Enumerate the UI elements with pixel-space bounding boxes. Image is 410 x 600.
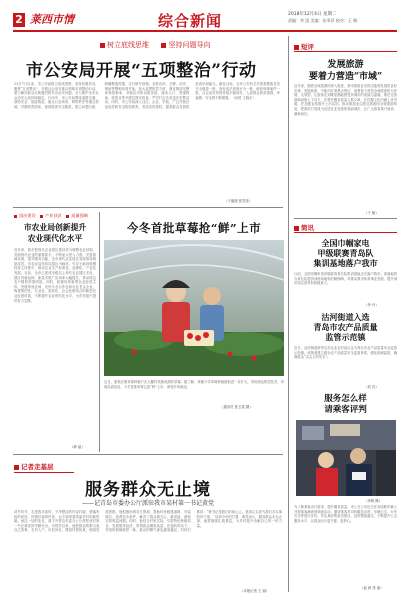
section-rule	[14, 472, 74, 473]
brief-item1-byline: （李 丹）	[364, 303, 379, 307]
news-brief-label	[294, 223, 314, 232]
strawberry-photo	[104, 240, 284, 376]
agri-tag-3: 质量强制	[71, 213, 88, 218]
divider	[13, 454, 283, 455]
section-marker-icon	[14, 465, 19, 470]
lead-body: 11月7日以来，市公安局树立底线思维，坚持问题导向，聚焦“五项整治”，开展社会治安重点领域专项整治行动，着力解决群众反映强烈的突出治安问题，全力维护全市社会治安大局持续稳定。行动中，市公安局围绕道路交通、消防安全、危险物品、重点行业场所、网络秩序等重点领域，对照职责清单，逐项排查安全隐患，建立问题台账，明确整改时限，实行销号管理。各派出所、交警、治安、刑侦等警种协同作战，加大巡逻防控力度，强化街面见警率和管事率，对辖区内的出租房屋、流动人口、寄递物流、旅馆业等开展拉网式检查，严厉打击各类违法犯罪活动。同时，市公安局深入社区、企业、学校，广泛开展法治宣传和安全防范教育，发放宣传资料，提高群众自我防范意识和能力。截至目前，全市公安机关共排查整改各类安全隐患一批，查处违法违规行为一批，破获刑事案件一批，社会治安形势持续平稳向好，人民群众的获得感、幸福感、安全感不断增强。（孙悦 王晓东）	[14, 82, 280, 109]
brief-section-label	[294, 42, 314, 51]
service-headline-line1: 服务怎么样	[324, 394, 367, 404]
page-number-badge: 2	[13, 13, 25, 27]
column-divider	[99, 212, 100, 452]
agri-tags	[14, 213, 88, 219]
section-marker-icon	[294, 45, 299, 50]
reporter-body: 初冬时节，走进我市某村，干净整洁的村容村貌、错落有致的民居、热情好客的村民，无不展现着美丽乡村的新风貌。而这一切的变化，离不开青岛市委办公厅派驻该村第一书记黄党的辛勤付出。自驻村以来，他把群众的事当成自己的事，走村入户、访贫问苦，摸清村情民意，理清发展思路。他积极协调各方资源，帮助村里修建道路、安装路灯、改善饮水条件，解决了群众最关心、最直接、最现实的利益问题。同时，他结合村里实际，引进特色种植项目，发展集体经济，带领群众增收致富。在他的带动下，村里的面貌焕然一新，群众的精气神也越来越足。村民们都说：“黄书记是我们的贴心人，是真心实意为我们办实事的好干部。”谈到今后的打算，黄党表示，服务群众永无止境，他将继续扎根基层，为乡村振兴贡献自己的一份力量。	[14, 510, 282, 533]
tag-bullet-icon	[14, 215, 17, 218]
section-rule	[294, 51, 397, 52]
lead-byline: （于丽丽 张雪莹）	[224, 199, 253, 203]
column-divider	[288, 36, 289, 592]
agri-byline: （韩 晶）	[70, 445, 85, 449]
page-title: 综合新闻	[158, 12, 223, 30]
tag-bullet-icon	[161, 43, 166, 48]
reporter-label-text: 记者走基层	[21, 463, 54, 471]
brief-item1-line1: 全国巾帼家电	[321, 238, 370, 248]
brief-item2-line1: 沽河街道入选	[321, 312, 370, 322]
brief-headline-2: 要着力营造“市域”	[308, 72, 383, 82]
section-brand: 莱西市情	[30, 13, 74, 26]
tag-bullet-icon	[100, 43, 105, 48]
service-photo-credit: （李明 摄）	[364, 499, 383, 503]
divider	[294, 218, 397, 219]
section-rule	[294, 232, 397, 233]
brief-item2-line3: 监管示范镇	[325, 332, 366, 342]
reporter-section-label	[14, 462, 54, 471]
reporter-headline: 服务群众无止境	[85, 480, 211, 500]
brief-item2-line2: 青岛市农产品质量	[313, 322, 378, 332]
tag-bullet-icon	[40, 215, 43, 218]
reporter-byline: （本报记者 王 丽）	[240, 589, 270, 593]
header-rule	[13, 30, 397, 32]
brief-item1-line2: 甲级联赛青岛队	[317, 248, 374, 258]
reporter-subheadline: ——记青岛市委办公厅派驻我市某村第一书记黄党	[81, 500, 214, 507]
agri-tag-1: 国庆建设	[19, 213, 36, 218]
agri-body: 近年来，我市把现代农业园区建设作为调整农业结构、发展现代农业的重要抓手，不断加大投入力度，完善基础设施，提升服务功能，全市现代农业园区发展取得明显成效。市农业局坚持以园区为载体，引导土地向规模经营主体集中，推动农业生产标准化、品牌化、产业化发展。目前，全市已建成市级以上现代农业园区多处，园区内新品种、新技术推广应用率大幅提升，带动周边农户增收效果明显。同时，积极培育新型农业经营主体，发展家庭农场、农民专业合作社和农业龙头企业，构建集约化、专业化、组织化、社会化相结合的新型农业经营体系，不断提升农业现代化水平，为乡村振兴提供有力支撑。	[14, 248, 96, 303]
lead-tag-1: 树立底线思维	[107, 41, 149, 49]
section-marker-icon	[294, 226, 299, 231]
lead-tag-2: 坚持问题导向	[168, 41, 211, 49]
bus-service-photo	[296, 420, 396, 496]
brief-item1-body: 日前，全国巾帼家电甲级联赛青岛队集训基地正式落户我市。该基地将为青岛队提供训练场地和后勤保障，对推动我市体育事业发展、提升城市知名度具有积极意义。	[294, 272, 397, 286]
brief-item2-byline: （刘 洋）	[364, 385, 379, 389]
brief-label-text: 短评	[301, 43, 314, 51]
brief-item2-headline	[294, 312, 397, 342]
agri-tag-2: 产业扶贫	[45, 213, 62, 218]
photo-story-headline: 今冬首批草莓抢“鲜”上市	[126, 221, 262, 235]
brief-item2-body: 近日，沽河街道被青岛市农业农村局认定为青岛市农产品质量安全监管示范镇。该街道建立健全农产品质量安全监管体系，强化检测监管，确保群众“舌尖上的安全”。	[294, 346, 397, 360]
agri-headline-line2: 农业现代化水平	[27, 234, 83, 243]
date-line: 2018年12月4日 星期二	[288, 12, 337, 17]
brief-body: 近年来，随着全域旅游的深入推进，我市旅游业呈现出蓬勃发展的良好态势。发展旅游，不能只盯着景点景区，而要着力营造全域旅游的大环境、大氛围，让游客走到哪里都能感受到城市的美丽与温暖。要在完善基础设施上下功夫，在提升服务质量上做文章，在挖掘文化内涵上求突破，在加强宣传推介上出实招，推动旅游业由景点旅游向全域旅游转变，把我市打造成为宜居宜业宜游的美丽城市，让广大游客乘兴而来、满意而归。	[294, 84, 397, 116]
brief-byline: （于 敏）	[364, 211, 379, 215]
agri-headline	[14, 222, 96, 244]
editor-line: 责编：李 泓 美编：张翠萍 校对：王 梅	[288, 18, 358, 23]
lead-tags	[100, 40, 210, 50]
news-brief-label-text: 简讯	[301, 224, 314, 232]
brief-item1-headline	[294, 238, 397, 268]
tag-bullet-icon	[66, 215, 69, 218]
brief-item1-line3: 集训基地落户我市	[313, 258, 378, 268]
agri-headline-line1: 市农业局创新提升	[23, 223, 87, 232]
divider	[13, 207, 283, 208]
service-headline	[294, 394, 397, 416]
brief-headline-1: 发展旅游	[327, 60, 364, 70]
service-byline: （崔 莉 张 丽）	[360, 586, 384, 590]
lead-headline: 市公安局开展“五项整治”行动	[26, 61, 257, 81]
photo-credit: （通讯员 张卫星 摄）	[220, 405, 253, 409]
photo-caption: 近日，夏格庄镇草莓种植户在大棚内采摘成熟的草莓。据了解，该镇今年草莓种植面积进一步扩大，采用绿色防控技术，草莓品质优良，今冬首批草莓已抢“鲜”上市，深受市场欢迎。	[104, 380, 284, 389]
service-body: 为了解乘客出行需求，提升服务质量，市公交公司近日在各线路车辆上开展乘客满意度调查活动，邀请乘客对司机服务态度、车辆卫生、行车安全等进行评价，并认真收集意见建议，及时整改落实，不断提升公交服务水平，让群众出行更方便、更舒心。	[294, 505, 397, 523]
service-headline-line2: 请乘客评判	[324, 405, 367, 415]
